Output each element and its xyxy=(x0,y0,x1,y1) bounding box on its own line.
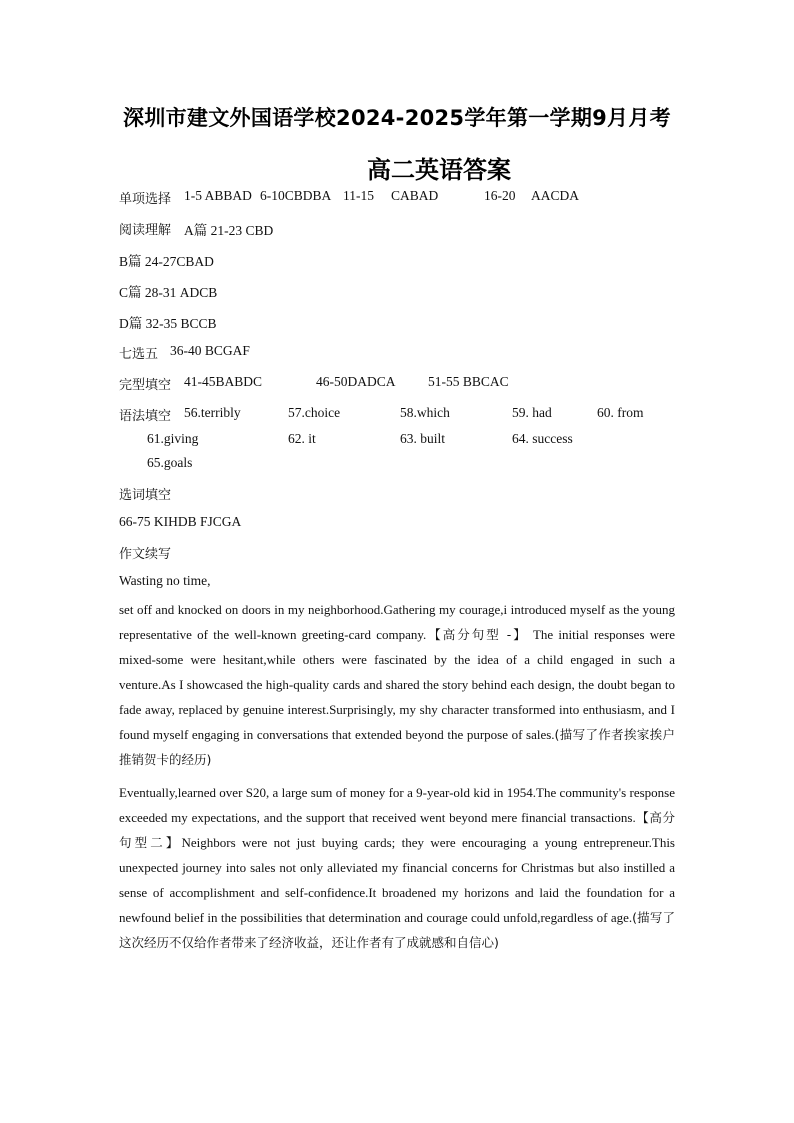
cloze-label: 完型填空 xyxy=(119,378,172,393)
p2-note: (描写了这次经历不仅给作者带来了经济收益，还让作者有了成就感和自信心) xyxy=(119,910,675,950)
writing-paragraph-1 xyxy=(119,597,675,772)
reading-d: D篇 32-35 BCCB xyxy=(119,316,217,331)
cloze-row xyxy=(119,374,171,393)
grammar-item: 58.which xyxy=(400,405,450,420)
word-fill-label-row xyxy=(119,484,171,503)
reading-c: C篇 28-31 ADCB xyxy=(119,285,218,300)
reading-b: B篇 24-27CBAD xyxy=(119,254,214,269)
p1-note: (描写了作者挨家挨户推销贺卡的经历) xyxy=(119,727,675,767)
grammar-item: 62. it xyxy=(288,431,316,446)
cloze-46-50: 46-50DADCA xyxy=(316,374,396,389)
grammar-item: 56.terribly xyxy=(184,405,241,420)
single-choice-16-20-range: 16-20 xyxy=(484,188,516,203)
p1-tag: 【高分句型 -】 xyxy=(426,627,528,642)
p2-text-cont: Neighbors were not just buying cards; they were encouraging a young entrepreneur.This unexpected journey into sales not only alleviated my financial concerns for Christmas but also instilled a sense of accomplishment and self-confidence.It broadened my horizons and laid the foundation for a newfound belief in the possibilities that determination and courage could unfold,regardless of age. xyxy=(119,835,675,925)
single-choice-11-15-answer: CABAD xyxy=(391,188,439,203)
reading-row xyxy=(119,219,171,238)
grammar-item: 63. built xyxy=(400,431,446,446)
seven-five-label: 七选五 xyxy=(119,347,159,362)
document-subtitle: 高二英语答案 xyxy=(367,156,511,184)
cloze-51-55: 51-55 BBCAC xyxy=(428,374,509,389)
single-choice-row xyxy=(119,188,171,207)
grammar-row xyxy=(119,405,171,424)
grammar-item: 65.goals xyxy=(147,455,193,470)
reading-label: 阅读理解 xyxy=(119,223,172,238)
writing-paragraph-2 xyxy=(119,780,675,955)
grammar-item: 57.choice xyxy=(288,405,341,420)
single-choice-16-20-answer: AACDA xyxy=(531,188,580,203)
single-choice-6-10: 6-10CBDBA xyxy=(260,188,332,203)
writing-opening: Wasting no time, xyxy=(119,573,211,588)
grammar-label: 语法填空 xyxy=(119,409,172,424)
p1-text-cont: The initial responses were mixed-some were hesitant,while others were fascinated by the idea of a child engaged in such a venture.As I showcased the high-quality cards and shared the story behind each design, the doubt began to fade away, replaced by genuine interest.Surprisingly, my shy character transformed into enthusiasm, and I found myself engaging in conversations that extended beyond the purpose of sales. xyxy=(119,627,676,742)
cloze-41-45: 41-45BABDC xyxy=(184,374,263,389)
word-fill-label: 选词填空 xyxy=(119,488,172,503)
grammar-item: 61.giving xyxy=(147,431,199,446)
word-fill-answer: 66-75 KIHDB FJCGA xyxy=(119,514,242,529)
reading-a: A篇 21-23 CBD xyxy=(184,223,274,238)
p2-tag: 【高分句型二】 xyxy=(119,810,675,850)
p1-text: set off and knocked on doors in my neighborhood.Gathering my courage,i introduced myself as the young representative of the well-known greeting-card company. xyxy=(119,602,675,642)
grammar-item: 64. success xyxy=(512,431,573,446)
seven-five-answer: 36-40 BCGAF xyxy=(170,343,250,358)
grammar-item: 60. from xyxy=(597,405,644,420)
writing-label: 作文续写 xyxy=(119,547,172,562)
grammar-item: 59. had xyxy=(512,405,552,420)
document-title: 深圳市建文外国语学校2024-2025学年第一学期9月月考 xyxy=(123,106,671,130)
single-choice-label: 单项选择 xyxy=(119,192,172,207)
writing-label-row xyxy=(119,543,171,562)
single-choice-1-5: 1-5 ABBAD xyxy=(184,188,252,203)
single-choice-11-15-range: 11-15 xyxy=(343,188,374,203)
p2-text: Eventually,learned over S20, a large sum of money for a 9-year-old kid in 1954.The community's response exceeded my expectations, and the support that received went beyond mere financial transactions. xyxy=(119,785,675,825)
seven-five-row xyxy=(119,343,158,362)
